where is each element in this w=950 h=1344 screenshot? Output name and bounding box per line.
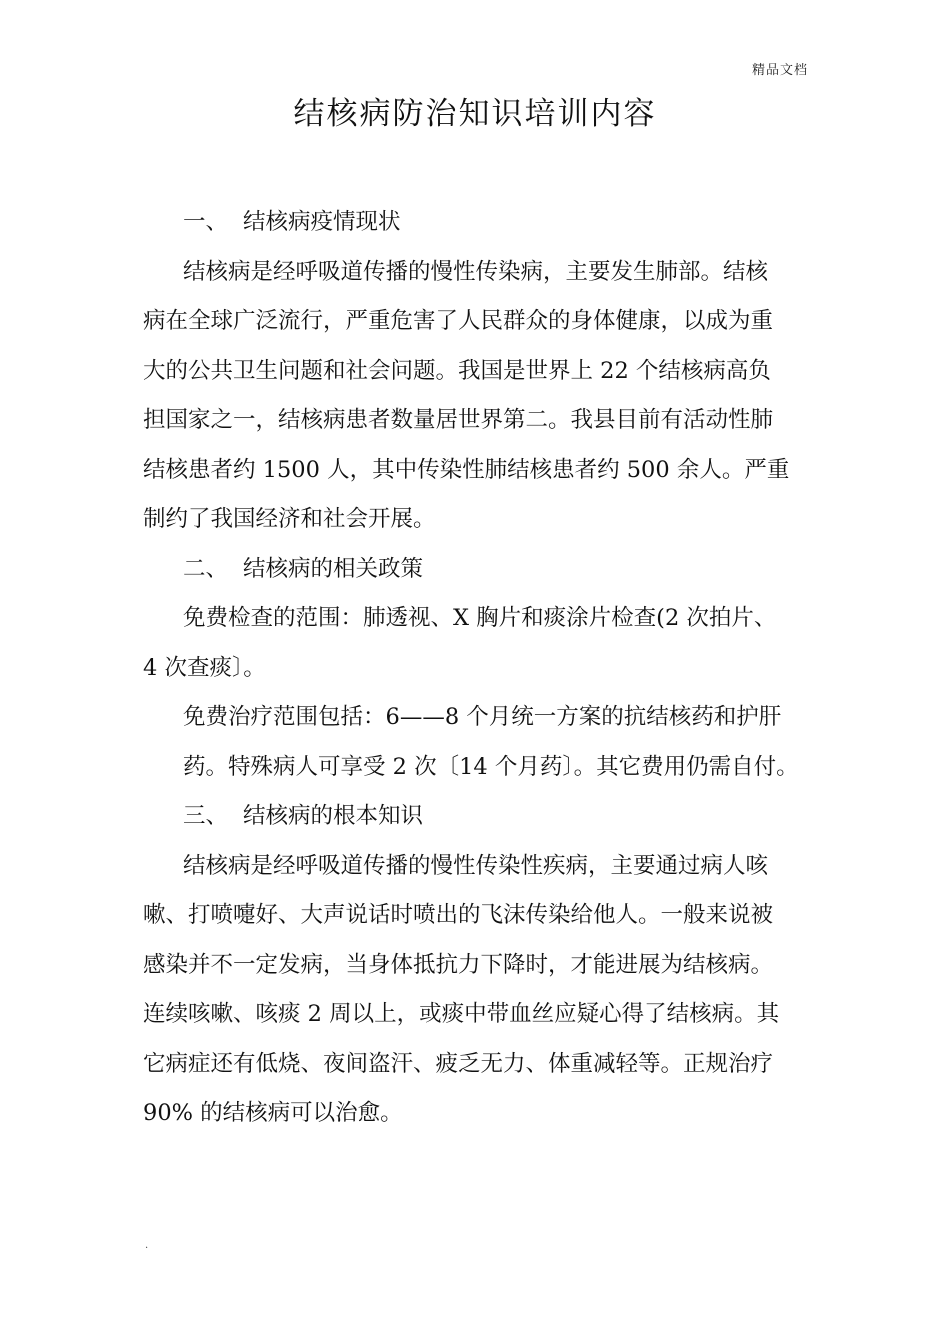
header-label: 精品文档 xyxy=(751,63,808,78)
section-number: 一、 xyxy=(183,209,229,235)
section-heading-text: 结核病的根本知识 xyxy=(243,803,424,829)
paragraph-line: 大的公共卫生问题和社会问题。我国是世界上 22 个结核病高负 xyxy=(143,357,771,384)
paragraph-line: 它病症还有低烧、夜间盗汗、疲乏无力、体重减轻等。正规治疗 xyxy=(143,1050,774,1077)
section-heading-3 xyxy=(143,792,815,842)
paragraph-line: 免费治疗范围包括：6——8 个月统一方案的抗结核药和护肝 xyxy=(183,704,782,730)
paragraph-line: 免费检查的范围：肺透视、X 胸片和痰涂片检查(2 次拍片、 xyxy=(183,605,777,631)
paragraph-line: 4 次查痰〕。 xyxy=(143,654,266,681)
paragraph-line: 病在全球广泛流行，严重危害了人民群众的身体健康，以成为重 xyxy=(143,308,774,334)
paragraph-line: 结核患者约 1500 人，其中传染性肺结核患者约 500 余人。严重 xyxy=(143,456,790,483)
footer-mark: . xyxy=(145,1240,149,1251)
section-number: 三、 xyxy=(183,803,229,829)
section-number: 二、 xyxy=(183,555,229,582)
paragraph-line: 连续咳嗽、咳痰 2 周以上，或痰中带血丝应疑心得了结核病。其 xyxy=(143,1001,780,1027)
section-heading-2 xyxy=(143,545,815,595)
section-heading-1 xyxy=(143,198,815,248)
paragraph-line: 90% 的结核病可以治愈。 xyxy=(143,1100,403,1126)
paragraph-line: 结核病是经呼吸道传播的慢性传染病，主要发生肺部。结核 xyxy=(183,258,769,285)
paragraph-line: 感染并不一定发病，当身体抵抗力下降时，才能进展为结核病。 xyxy=(143,951,774,978)
paragraph-line: 担国家之一，结核病患者数量居世界第二。我县目前有活动性肺 xyxy=(143,407,774,433)
section-heading-text: 结核病的相关政策 xyxy=(243,555,424,582)
document-title: 结核病防治知识培训内容 xyxy=(293,96,657,132)
paragraph-line: 制约了我国经济和社会开展。 xyxy=(143,506,436,532)
paragraph-line: 药。特殊病人可享受 2 次〔14 个月药〕。其它费用仍需自付。 xyxy=(183,753,799,780)
document-body xyxy=(143,198,815,1139)
paragraph-line: 结核病是经呼吸道传播的慢性传染性疾病，主要通过病人咳 xyxy=(183,852,769,879)
paragraph-line: 嗽、打喷嚏好、大声说话时喷出的飞沫传染给他人。一般来说被 xyxy=(143,902,774,928)
section-heading-text: 结核病疫情现状 xyxy=(243,209,401,235)
